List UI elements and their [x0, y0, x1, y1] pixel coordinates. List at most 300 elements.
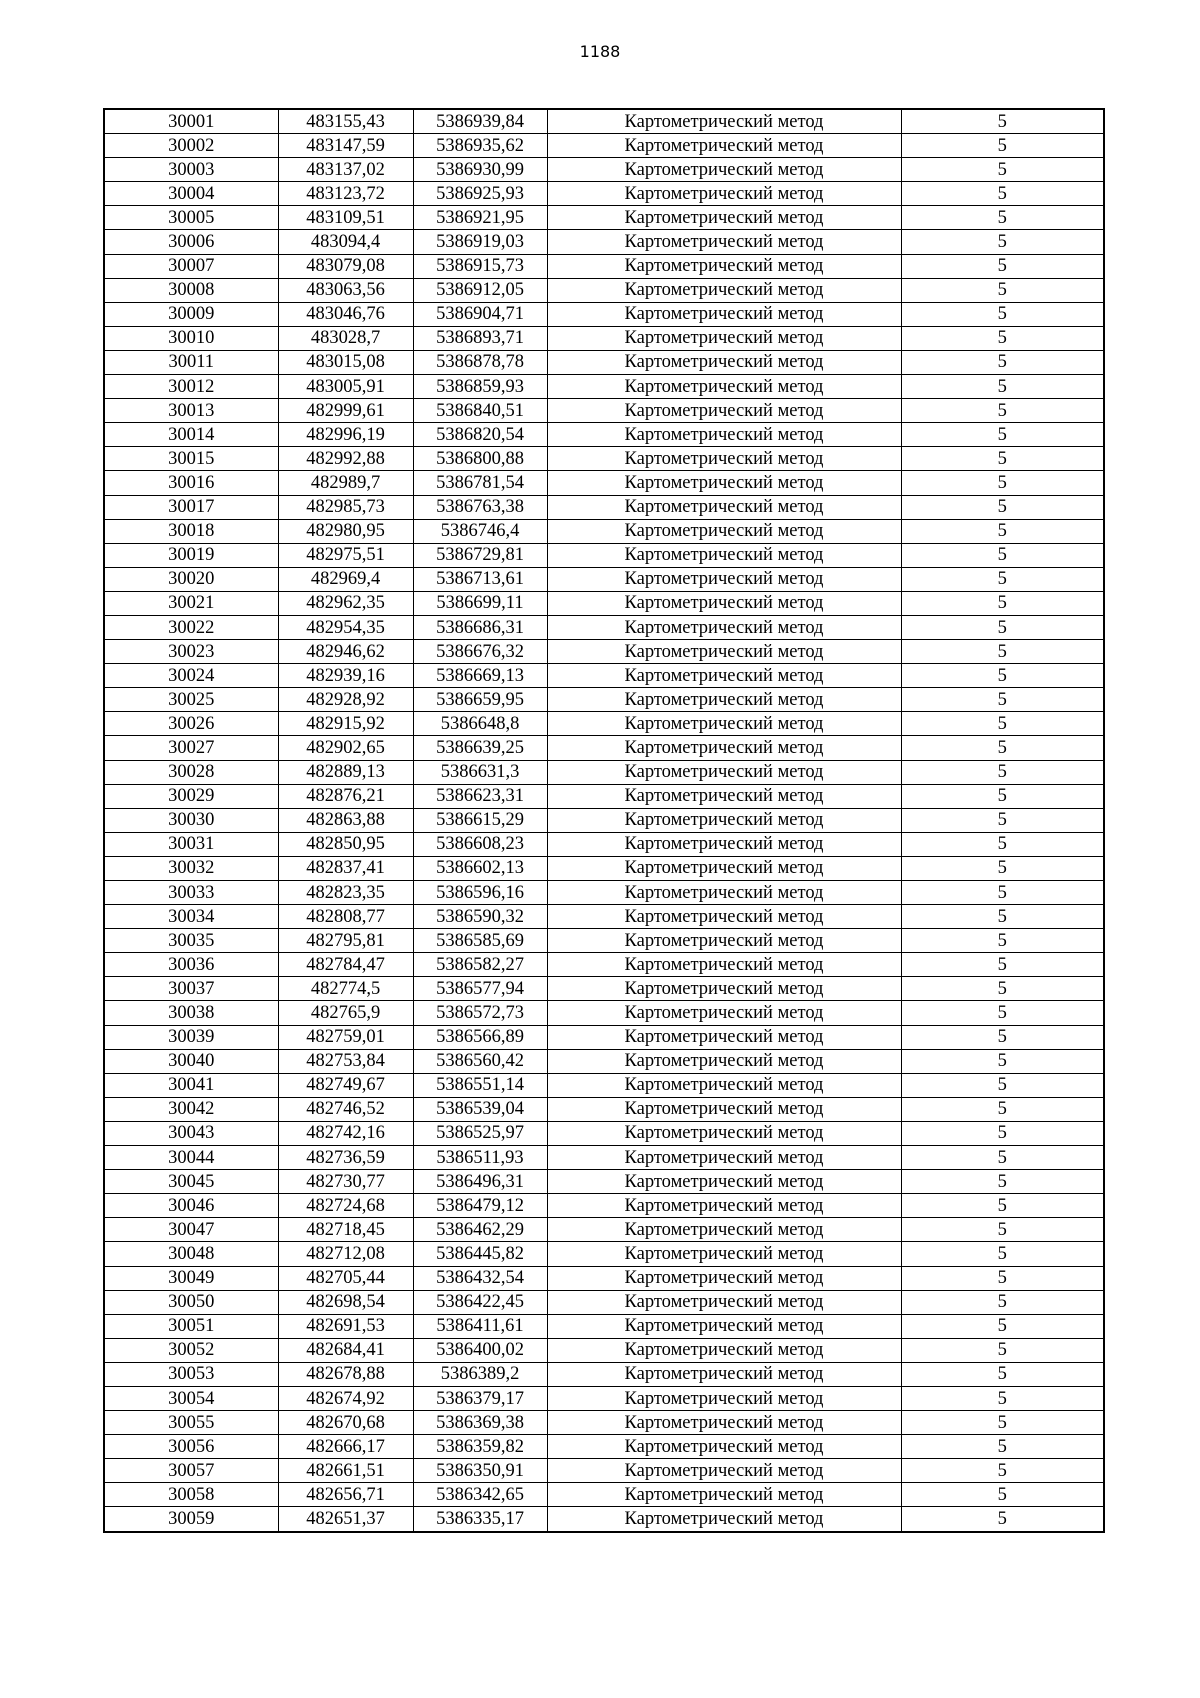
precision-cell: 5	[901, 109, 1104, 134]
precision-cell: 5	[901, 1170, 1104, 1194]
point-id-cell: 30002	[104, 134, 278, 158]
point-id-cell: 30008	[104, 278, 278, 302]
table-row	[104, 1290, 1104, 1314]
method-cell: Картометрический метод	[547, 712, 901, 736]
method-cell: Картометрический метод	[547, 591, 901, 615]
table-row	[104, 1507, 1104, 1532]
point-id-cell: 30031	[104, 832, 278, 856]
point-id-cell: 30042	[104, 1097, 278, 1121]
point-id-cell: 30041	[104, 1073, 278, 1097]
point-id-cell: 30034	[104, 905, 278, 929]
x-coordinate-cell: 482889,13	[278, 760, 413, 784]
x-coordinate-cell: 482656,71	[278, 1483, 413, 1507]
method-cell: Картометрический метод	[547, 1170, 901, 1194]
x-coordinate-cell: 483155,43	[278, 109, 413, 134]
point-id-cell: 30048	[104, 1242, 278, 1266]
method-cell: Картометрический метод	[547, 326, 901, 350]
precision-cell: 5	[901, 1338, 1104, 1362]
table-row	[104, 1170, 1104, 1194]
y-coordinate-cell: 5386878,78	[413, 350, 547, 374]
method-cell: Картометрический метод	[547, 808, 901, 832]
table-row	[104, 688, 1104, 712]
method-cell: Картометрический метод	[547, 1338, 901, 1362]
precision-cell: 5	[901, 1362, 1104, 1386]
point-id-cell: 30004	[104, 182, 278, 206]
y-coordinate-cell: 5386631,3	[413, 760, 547, 784]
x-coordinate-cell: 482684,41	[278, 1338, 413, 1362]
y-coordinate-cell: 5386551,14	[413, 1073, 547, 1097]
precision-cell: 5	[901, 832, 1104, 856]
table-row	[104, 591, 1104, 615]
x-coordinate-cell: 483094,4	[278, 230, 413, 254]
method-cell: Картометрический метод	[547, 881, 901, 905]
y-coordinate-cell: 5386335,17	[413, 1507, 547, 1532]
point-id-cell: 30044	[104, 1146, 278, 1170]
method-cell: Картометрический метод	[547, 1194, 901, 1218]
precision-cell: 5	[901, 591, 1104, 615]
table-row	[104, 519, 1104, 543]
method-cell: Картометрический метод	[547, 1146, 901, 1170]
x-coordinate-cell: 482850,95	[278, 832, 413, 856]
table-row	[104, 278, 1104, 302]
x-coordinate-cell: 482876,21	[278, 784, 413, 808]
point-id-cell: 30003	[104, 158, 278, 182]
precision-cell: 5	[901, 326, 1104, 350]
precision-cell: 5	[901, 1435, 1104, 1459]
x-coordinate-cell: 482759,01	[278, 1025, 413, 1049]
y-coordinate-cell: 5386560,42	[413, 1049, 547, 1073]
table-row	[104, 881, 1104, 905]
precision-cell: 5	[901, 905, 1104, 929]
x-coordinate-cell: 483079,08	[278, 254, 413, 278]
x-coordinate-cell: 482975,51	[278, 543, 413, 567]
precision-cell: 5	[901, 808, 1104, 832]
table-row	[104, 399, 1104, 423]
precision-cell: 5	[901, 977, 1104, 1001]
method-cell: Картометрический метод	[547, 1386, 901, 1410]
y-coordinate-cell: 5386577,94	[413, 977, 547, 1001]
table-row	[104, 1073, 1104, 1097]
table-row	[104, 615, 1104, 639]
point-id-cell: 30030	[104, 808, 278, 832]
table-row	[104, 1025, 1104, 1049]
method-cell: Картометрический метод	[547, 1459, 901, 1483]
precision-cell: 5	[901, 182, 1104, 206]
point-id-cell: 30019	[104, 543, 278, 567]
point-id-cell: 30025	[104, 688, 278, 712]
method-cell: Картометрический метод	[547, 423, 901, 447]
x-coordinate-cell: 482962,35	[278, 591, 413, 615]
x-coordinate-cell: 482705,44	[278, 1266, 413, 1290]
method-cell: Картометрический метод	[547, 1025, 901, 1049]
method-cell: Картометрический метод	[547, 375, 901, 399]
table-row	[104, 905, 1104, 929]
point-id-cell: 30038	[104, 1001, 278, 1025]
method-cell: Картометрический метод	[547, 350, 901, 374]
table-row	[104, 1146, 1104, 1170]
x-coordinate-cell: 483147,59	[278, 134, 413, 158]
x-coordinate-cell: 482808,77	[278, 905, 413, 929]
x-coordinate-cell: 483028,7	[278, 326, 413, 350]
table-row	[104, 1483, 1104, 1507]
table-row	[104, 1386, 1104, 1410]
precision-cell: 5	[901, 519, 1104, 543]
precision-cell: 5	[901, 615, 1104, 639]
precision-cell: 5	[901, 495, 1104, 519]
method-cell: Картометрический метод	[547, 134, 901, 158]
point-id-cell: 30059	[104, 1507, 278, 1532]
x-coordinate-cell: 482651,37	[278, 1507, 413, 1532]
precision-cell: 5	[901, 1097, 1104, 1121]
point-id-cell: 30035	[104, 929, 278, 953]
table-row	[104, 1411, 1104, 1435]
page-number: 1188	[579, 42, 621, 61]
table-row	[104, 1314, 1104, 1338]
precision-cell: 5	[901, 760, 1104, 784]
x-coordinate-cell: 482999,61	[278, 399, 413, 423]
point-id-cell: 30021	[104, 591, 278, 615]
x-coordinate-cell: 483123,72	[278, 182, 413, 206]
point-id-cell: 30053	[104, 1362, 278, 1386]
precision-cell: 5	[901, 1242, 1104, 1266]
y-coordinate-cell: 5386525,97	[413, 1121, 547, 1145]
precision-cell: 5	[901, 230, 1104, 254]
x-coordinate-cell: 482691,53	[278, 1314, 413, 1338]
x-coordinate-cell: 482969,4	[278, 567, 413, 591]
point-id-cell: 30024	[104, 664, 278, 688]
y-coordinate-cell: 5386623,31	[413, 784, 547, 808]
point-id-cell: 30055	[104, 1411, 278, 1435]
point-id-cell: 30057	[104, 1459, 278, 1483]
table-row	[104, 350, 1104, 374]
y-coordinate-cell: 5386582,27	[413, 953, 547, 977]
y-coordinate-cell: 5386676,32	[413, 640, 547, 664]
x-coordinate-cell: 482928,92	[278, 688, 413, 712]
y-coordinate-cell: 5386763,38	[413, 495, 547, 519]
x-coordinate-cell: 482674,92	[278, 1386, 413, 1410]
precision-cell: 5	[901, 1025, 1104, 1049]
method-cell: Картометрический метод	[547, 1411, 901, 1435]
y-coordinate-cell: 5386859,93	[413, 375, 547, 399]
table-row	[104, 856, 1104, 880]
y-coordinate-cell: 5386585,69	[413, 929, 547, 953]
method-cell: Картометрический метод	[547, 543, 901, 567]
precision-cell: 5	[901, 1049, 1104, 1073]
x-coordinate-cell: 482902,65	[278, 736, 413, 760]
x-coordinate-cell: 482712,08	[278, 1242, 413, 1266]
precision-cell: 5	[901, 1121, 1104, 1145]
point-id-cell: 30049	[104, 1266, 278, 1290]
method-cell: Картометрический метод	[547, 832, 901, 856]
y-coordinate-cell: 5386935,62	[413, 134, 547, 158]
method-cell: Картометрический метод	[547, 1001, 901, 1025]
table-row	[104, 736, 1104, 760]
y-coordinate-cell: 5386820,54	[413, 423, 547, 447]
precision-cell: 5	[901, 158, 1104, 182]
x-coordinate-cell: 483005,91	[278, 375, 413, 399]
method-cell: Картометрический метод	[547, 929, 901, 953]
y-coordinate-cell: 5386930,99	[413, 158, 547, 182]
y-coordinate-cell: 5386422,45	[413, 1290, 547, 1314]
x-coordinate-cell: 482985,73	[278, 495, 413, 519]
x-coordinate-cell: 483015,08	[278, 350, 413, 374]
precision-cell: 5	[901, 1314, 1104, 1338]
precision-cell: 5	[901, 1507, 1104, 1532]
table-row	[104, 1194, 1104, 1218]
method-cell: Картометрический метод	[547, 664, 901, 688]
method-cell: Картометрический метод	[547, 158, 901, 182]
method-cell: Картометрический метод	[547, 1097, 901, 1121]
point-id-cell: 30047	[104, 1218, 278, 1242]
point-id-cell: 30036	[104, 953, 278, 977]
precision-cell: 5	[901, 375, 1104, 399]
point-id-cell: 30037	[104, 977, 278, 1001]
precision-cell: 5	[901, 736, 1104, 760]
point-id-cell: 30039	[104, 1025, 278, 1049]
x-coordinate-cell: 482724,68	[278, 1194, 413, 1218]
table-row	[104, 471, 1104, 495]
y-coordinate-cell: 5386411,61	[413, 1314, 547, 1338]
point-id-cell: 30016	[104, 471, 278, 495]
table-row	[104, 832, 1104, 856]
point-id-cell: 30020	[104, 567, 278, 591]
table-row	[104, 1001, 1104, 1025]
method-cell: Картометрический метод	[547, 471, 901, 495]
y-coordinate-cell: 5386462,29	[413, 1218, 547, 1242]
table-row	[104, 1362, 1104, 1386]
point-id-cell: 30033	[104, 881, 278, 905]
method-cell: Картометрический метод	[547, 736, 901, 760]
method-cell: Картометрический метод	[547, 1483, 901, 1507]
table-row	[104, 543, 1104, 567]
x-coordinate-cell: 482863,88	[278, 808, 413, 832]
precision-cell: 5	[901, 856, 1104, 880]
precision-cell: 5	[901, 640, 1104, 664]
table-row	[104, 206, 1104, 230]
method-cell: Картометрический метод	[547, 1507, 901, 1532]
x-coordinate-cell: 482946,62	[278, 640, 413, 664]
x-coordinate-cell: 482774,5	[278, 977, 413, 1001]
table-row	[104, 760, 1104, 784]
method-cell: Картометрический метод	[547, 399, 901, 423]
method-cell: Картометрический метод	[547, 977, 901, 1001]
method-cell: Картометрический метод	[547, 953, 901, 977]
point-id-cell: 30022	[104, 615, 278, 639]
x-coordinate-cell: 482823,35	[278, 881, 413, 905]
y-coordinate-cell: 5386912,05	[413, 278, 547, 302]
x-coordinate-cell: 482980,95	[278, 519, 413, 543]
table-row	[104, 1435, 1104, 1459]
table-row	[104, 1266, 1104, 1290]
y-coordinate-cell: 5386389,2	[413, 1362, 547, 1386]
y-coordinate-cell: 5386921,95	[413, 206, 547, 230]
point-id-cell: 30045	[104, 1170, 278, 1194]
point-id-cell: 30013	[104, 399, 278, 423]
point-id-cell: 30011	[104, 350, 278, 374]
method-cell: Картометрический метод	[547, 1362, 901, 1386]
point-id-cell: 30028	[104, 760, 278, 784]
table-row	[104, 1049, 1104, 1073]
point-id-cell: 30029	[104, 784, 278, 808]
precision-cell: 5	[901, 1483, 1104, 1507]
x-coordinate-cell: 482749,67	[278, 1073, 413, 1097]
method-cell: Картометрический метод	[547, 1073, 901, 1097]
precision-cell: 5	[901, 1459, 1104, 1483]
y-coordinate-cell: 5386713,61	[413, 567, 547, 591]
y-coordinate-cell: 5386781,54	[413, 471, 547, 495]
precision-cell: 5	[901, 350, 1104, 374]
x-coordinate-cell: 482746,52	[278, 1097, 413, 1121]
precision-cell: 5	[901, 784, 1104, 808]
point-id-cell: 30051	[104, 1314, 278, 1338]
x-coordinate-cell: 483109,51	[278, 206, 413, 230]
y-coordinate-cell: 5386379,17	[413, 1386, 547, 1410]
table-row	[104, 302, 1104, 326]
method-cell: Картометрический метод	[547, 615, 901, 639]
point-id-cell: 30006	[104, 230, 278, 254]
x-coordinate-cell: 482939,16	[278, 664, 413, 688]
x-coordinate-cell: 482698,54	[278, 1290, 413, 1314]
y-coordinate-cell: 5386539,04	[413, 1097, 547, 1121]
precision-cell: 5	[901, 543, 1104, 567]
y-coordinate-cell: 5386496,31	[413, 1170, 547, 1194]
point-id-cell: 30046	[104, 1194, 278, 1218]
y-coordinate-cell: 5386659,95	[413, 688, 547, 712]
table-row	[104, 182, 1104, 206]
y-coordinate-cell: 5386596,16	[413, 881, 547, 905]
x-coordinate-cell: 482765,9	[278, 1001, 413, 1025]
x-coordinate-cell: 482730,77	[278, 1170, 413, 1194]
method-cell: Картометрический метод	[547, 1218, 901, 1242]
y-coordinate-cell: 5386925,93	[413, 182, 547, 206]
x-coordinate-cell: 482670,68	[278, 1411, 413, 1435]
table-row	[104, 808, 1104, 832]
table-row	[104, 1218, 1104, 1242]
precision-cell: 5	[901, 471, 1104, 495]
method-cell: Картометрический метод	[547, 182, 901, 206]
y-coordinate-cell: 5386904,71	[413, 302, 547, 326]
x-coordinate-cell: 483137,02	[278, 158, 413, 182]
x-coordinate-cell: 482736,59	[278, 1146, 413, 1170]
precision-cell: 5	[901, 1218, 1104, 1242]
point-id-cell: 30010	[104, 326, 278, 350]
coordinates-table	[103, 108, 1105, 1533]
precision-cell: 5	[901, 447, 1104, 471]
y-coordinate-cell: 5386432,54	[413, 1266, 547, 1290]
y-coordinate-cell: 5386639,25	[413, 736, 547, 760]
point-id-cell: 30026	[104, 712, 278, 736]
table-row	[104, 109, 1104, 134]
point-id-cell: 30050	[104, 1290, 278, 1314]
method-cell: Картометрический метод	[547, 278, 901, 302]
table-row	[104, 447, 1104, 471]
y-coordinate-cell: 5386602,13	[413, 856, 547, 880]
table-row	[104, 134, 1104, 158]
y-coordinate-cell: 5386699,11	[413, 591, 547, 615]
method-cell: Картометрический метод	[547, 1290, 901, 1314]
table-row	[104, 977, 1104, 1001]
method-cell: Картометрический метод	[547, 760, 901, 784]
method-cell: Картометрический метод	[547, 1314, 901, 1338]
x-coordinate-cell: 482666,17	[278, 1435, 413, 1459]
y-coordinate-cell: 5386400,02	[413, 1338, 547, 1362]
point-id-cell: 30009	[104, 302, 278, 326]
method-cell: Картометрический метод	[547, 447, 901, 471]
x-coordinate-cell: 482996,19	[278, 423, 413, 447]
y-coordinate-cell: 5386342,65	[413, 1483, 547, 1507]
precision-cell: 5	[901, 567, 1104, 591]
x-coordinate-cell: 482989,7	[278, 471, 413, 495]
precision-cell: 5	[901, 1386, 1104, 1410]
method-cell: Картометрический метод	[547, 495, 901, 519]
table-row	[104, 375, 1104, 399]
table-row	[104, 423, 1104, 447]
y-coordinate-cell: 5386359,82	[413, 1435, 547, 1459]
point-id-cell: 30005	[104, 206, 278, 230]
y-coordinate-cell: 5386350,91	[413, 1459, 547, 1483]
precision-cell: 5	[901, 1194, 1104, 1218]
y-coordinate-cell: 5386572,73	[413, 1001, 547, 1025]
table-row	[104, 664, 1104, 688]
table-row	[104, 495, 1104, 519]
method-cell: Картометрический метод	[547, 640, 901, 664]
point-id-cell: 30014	[104, 423, 278, 447]
table-row	[104, 953, 1104, 977]
precision-cell: 5	[901, 1146, 1104, 1170]
method-cell: Картометрический метод	[547, 109, 901, 134]
precision-cell: 5	[901, 664, 1104, 688]
table-row	[104, 1097, 1104, 1121]
precision-cell: 5	[901, 1266, 1104, 1290]
y-coordinate-cell: 5386686,31	[413, 615, 547, 639]
point-id-cell: 30040	[104, 1049, 278, 1073]
method-cell: Картометрический метод	[547, 905, 901, 929]
precision-cell: 5	[901, 278, 1104, 302]
x-coordinate-cell: 482954,35	[278, 615, 413, 639]
precision-cell: 5	[901, 1290, 1104, 1314]
precision-cell: 5	[901, 423, 1104, 447]
method-cell: Картометрический метод	[547, 784, 901, 808]
table-row	[104, 640, 1104, 664]
point-id-cell: 30023	[104, 640, 278, 664]
point-id-cell: 30052	[104, 1338, 278, 1362]
point-id-cell: 30032	[104, 856, 278, 880]
table-row	[104, 1338, 1104, 1362]
method-cell: Картометрический метод	[547, 1049, 901, 1073]
precision-cell: 5	[901, 302, 1104, 326]
x-coordinate-cell: 483063,56	[278, 278, 413, 302]
y-coordinate-cell: 5386369,38	[413, 1411, 547, 1435]
method-cell: Картометрический метод	[547, 1121, 901, 1145]
table-row	[104, 158, 1104, 182]
precision-cell: 5	[901, 929, 1104, 953]
table-row	[104, 784, 1104, 808]
y-coordinate-cell: 5386648,8	[413, 712, 547, 736]
precision-cell: 5	[901, 399, 1104, 423]
method-cell: Картометрический метод	[547, 856, 901, 880]
point-id-cell: 30043	[104, 1121, 278, 1145]
x-coordinate-cell: 482753,84	[278, 1049, 413, 1073]
precision-cell: 5	[901, 254, 1104, 278]
precision-cell: 5	[901, 953, 1104, 977]
y-coordinate-cell: 5386590,32	[413, 905, 547, 929]
method-cell: Картометрический метод	[547, 688, 901, 712]
table-row	[104, 567, 1104, 591]
table-row	[104, 1459, 1104, 1483]
point-id-cell: 30015	[104, 447, 278, 471]
precision-cell: 5	[901, 134, 1104, 158]
precision-cell: 5	[901, 1073, 1104, 1097]
